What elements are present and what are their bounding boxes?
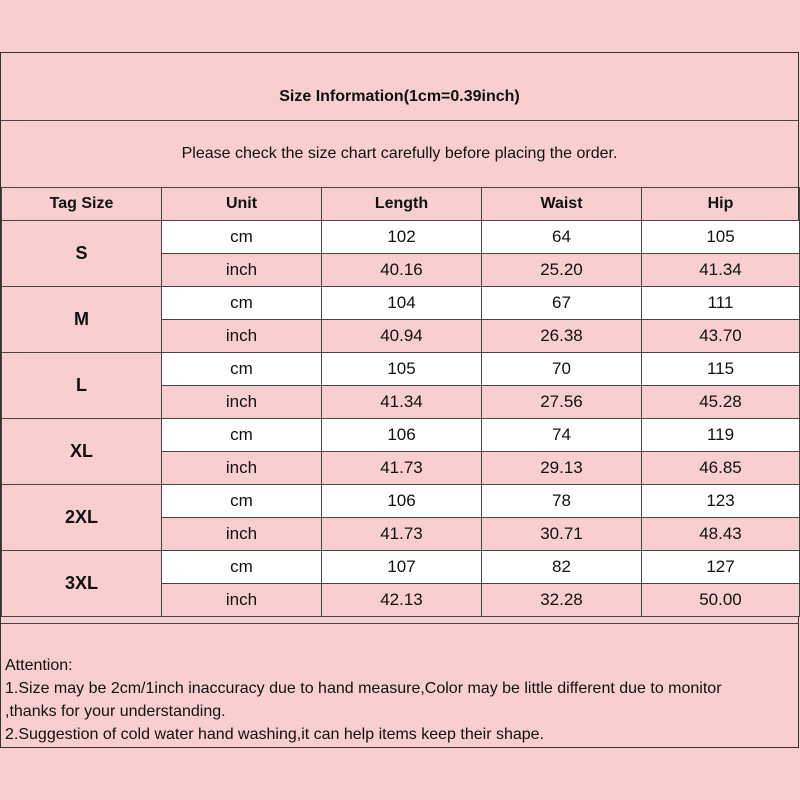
- table-row: [2, 485, 800, 518]
- waist-cell: 82: [482, 551, 642, 584]
- unit-cell: cm: [162, 551, 322, 584]
- table-row: [2, 551, 800, 584]
- length-cell: 40.94: [322, 320, 482, 353]
- length-cell: 107: [322, 551, 482, 584]
- length-cell: 42.13: [322, 584, 482, 617]
- unit-cell: inch: [162, 584, 322, 617]
- tag-size-cell: S: [2, 221, 162, 287]
- unit-cell: inch: [162, 452, 322, 485]
- length-cell: 106: [322, 485, 482, 518]
- hip-cell: 50.00: [642, 584, 800, 617]
- unit-cell: cm: [162, 485, 322, 518]
- unit-cell: cm: [162, 353, 322, 386]
- waist-cell: 74: [482, 419, 642, 452]
- size-chart-frame: [0, 52, 799, 748]
- attention-line: ,thanks for your understanding.: [5, 703, 226, 720]
- header-tag-size: Tag Size: [2, 188, 162, 221]
- unit-cell: inch: [162, 386, 322, 419]
- header-hip: Hip: [642, 188, 800, 221]
- waist-cell: 78: [482, 485, 642, 518]
- tag-size-cell: 3XL: [2, 551, 162, 617]
- table-row: [2, 353, 800, 386]
- length-cell: 102: [322, 221, 482, 254]
- attention-line: 2.Suggestion of cold water hand washing,it can help items keep their shape.: [5, 726, 544, 743]
- hip-cell: 43.70: [642, 320, 800, 353]
- attention-notes: [1, 623, 798, 746]
- unit-cell: cm: [162, 221, 322, 254]
- unit-cell: inch: [162, 320, 322, 353]
- size-table-body: [2, 221, 800, 617]
- hip-cell: 105: [642, 221, 800, 254]
- page-title: Size Information(1cm=0.39inch): [1, 53, 798, 121]
- waist-cell: 70: [482, 353, 642, 386]
- unit-cell: cm: [162, 419, 322, 452]
- length-cell: 41.34: [322, 386, 482, 419]
- header-unit: Unit: [162, 188, 322, 221]
- waist-cell: 64: [482, 221, 642, 254]
- waist-cell: 29.13: [482, 452, 642, 485]
- attention-heading: Attention:: [5, 657, 73, 674]
- length-cell: 106: [322, 419, 482, 452]
- hip-cell: 48.43: [642, 518, 800, 551]
- table-row: [2, 287, 800, 320]
- hip-cell: 123: [642, 485, 800, 518]
- attention-line: 1.Size may be 2cm/1inch inaccuracy due to hand measure,Color may be little different due to monitor: [5, 680, 722, 697]
- hip-cell: 119: [642, 419, 800, 452]
- table-header-row: [2, 188, 800, 221]
- unit-cell: inch: [162, 254, 322, 287]
- waist-cell: 26.38: [482, 320, 642, 353]
- table-row: [2, 419, 800, 452]
- length-cell: 105: [322, 353, 482, 386]
- table-row: [2, 221, 800, 254]
- waist-cell: 32.28: [482, 584, 642, 617]
- size-notice: Please check the size chart carefully before placing the order.: [1, 121, 798, 188]
- header-waist: Waist: [482, 188, 642, 221]
- tag-size-cell: XL: [2, 419, 162, 485]
- hip-cell: 41.34: [642, 254, 800, 287]
- length-cell: 104: [322, 287, 482, 320]
- header-length: Length: [322, 188, 482, 221]
- length-cell: 41.73: [322, 452, 482, 485]
- hip-cell: 111: [642, 287, 800, 320]
- hip-cell: 46.85: [642, 452, 800, 485]
- unit-cell: inch: [162, 518, 322, 551]
- tag-size-cell: M: [2, 287, 162, 353]
- hip-cell: 115: [642, 353, 800, 386]
- hip-cell: 45.28: [642, 386, 800, 419]
- length-cell: 40.16: [322, 254, 482, 287]
- tag-size-cell: 2XL: [2, 485, 162, 551]
- hip-cell: 127: [642, 551, 800, 584]
- unit-cell: cm: [162, 287, 322, 320]
- length-cell: 41.73: [322, 518, 482, 551]
- waist-cell: 25.20: [482, 254, 642, 287]
- waist-cell: 67: [482, 287, 642, 320]
- tag-size-cell: L: [2, 353, 162, 419]
- waist-cell: 30.71: [482, 518, 642, 551]
- waist-cell: 27.56: [482, 386, 642, 419]
- size-table: [1, 187, 800, 617]
